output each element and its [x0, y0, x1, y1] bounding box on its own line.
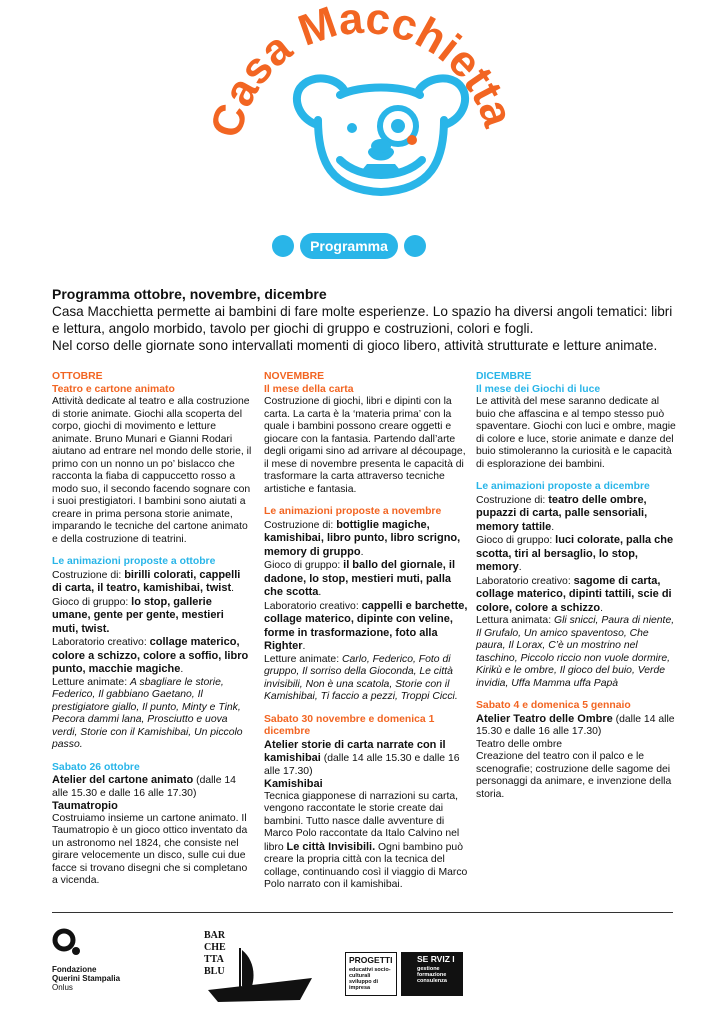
event-subtitle: Kamishibai — [264, 778, 323, 790]
group-game-line: Gioco di gruppo: il ballo del giornale, il dadone, lo stop, mestieri muti, palla che scotta. — [264, 559, 455, 598]
readings-line: Letture animate: A sbagliare le storie, Federico, Il gabbiano Gaetano, Il prestigiatore giallo, Il punto, Minty e Tink, Pecora dammi lana, Prosciutto e uova verdi, Storie con il Kamishibai, Un piccolo passo. — [52, 676, 243, 750]
month-title: NOVEMBRE — [264, 371, 325, 382]
fq-line-2: Querini Stampalia — [52, 974, 121, 983]
barchetta-blu-logo — [200, 928, 320, 1008]
left-dot — [272, 235, 294, 257]
event-title-line: Atelier Teatro delle Ombre (dalle 14 alle 15.30 e dalle 16 alle 17.30) — [476, 712, 675, 737]
event-description: Tecnica giapponese di narrazioni su carta, vengono raccontate le storie create dai bambini. Tutto nasce dalle avventure di Marco Polo raccontate da Italo Calvino nel libro Le città Invisibili. Ogni bambino può creare la propria città con la tecnica del collage, continuando così il viaggio di Marco Polo narrato con il kamishibai. — [264, 790, 468, 890]
event-date: Sabato 26 ottobre — [52, 761, 140, 773]
construction-line: Costruzione di: teatro delle ombre, pupazzi di carta, palle sensoriali, memory tattile. — [476, 493, 648, 533]
group-game-line: Gioco di gruppo: lo stop, gallerie umane, gente per gente, mestieri muti, twist. — [52, 595, 224, 635]
event-title-line: Atelier del cartone animato (dalle 14 alle 15.30 e dalle 16 alle 17.30) — [52, 774, 236, 799]
bcb-line-1: BAR — [204, 930, 226, 941]
bcb-line-2: CHE — [204, 942, 226, 953]
footer-divider — [52, 912, 673, 913]
progetti-subtitle: educativi socio-culturali sviluppo di impresa — [349, 967, 391, 991]
month-description: Costruzione di giochi, libri e dipinti con la carta. La carta è la ‘materia prima’ con la quale i bambini possono creare oggetti e giocare con la fantasia. Partendo dall’arte degli origami sino ad arrivare al découpage, il mese di novembre presenta le capacità di trasformare la carta attraverso tecniche artistiche e fantasia. — [264, 396, 466, 495]
month-title: DICEMBRE — [476, 371, 532, 382]
program-header — [272, 233, 426, 259]
month-theme: Teatro e cartone animato — [52, 383, 175, 395]
construction-line: Costruzione di: bottiglie magiche, kamishibai, libro punto, libro scrigno, memory di gruppo. — [264, 518, 461, 558]
month-description: Le attività del mese saranno dedicate al buio che affascina e al tempo stesso può spaventare. Giochi con luci e ombre, magie di colore e luce, storie animate e danze del buio stimoleranno la curiosità e le capacità di esplorazione dei bambini. — [476, 396, 676, 470]
animations-title: Le animazioni proposte a ottobre — [52, 556, 216, 567]
progetti-servizi-logo — [345, 952, 463, 996]
bcb-line-3: TTA — [204, 954, 224, 965]
fq-line-3: Onlus — [52, 983, 73, 992]
creative-lab-line: Laboratorio creativo: cappelli e barchette, collage materico, dipinte con veline, forme in trasformazione, foto alla Righter. — [264, 599, 468, 652]
readings-line: Letture animate: Carlo, Federico, Foto di gruppo, Il sorriso della Gioconda, Le città invisibili, Non è una scatola, Storie con il Kamishibai, Ti faccio a pezzi, Troppi Cicci. — [264, 653, 458, 702]
readings-line: Lettura animata: Gli snicci, Paura di niente, Il Grufalo, Un amico spaventoso, Che paura, Il Lorax, C’è un mostrino nel taschino, Piccolo riccio non vuole dormire, Kirikù e le ombre, Il gioco del buio, Verde invidia, Uffa Mamma uffa Papà — [476, 615, 675, 689]
construction-line: Costruzione di: birilli colorati, cappelli di carta, il teatro, kamishibai, twist. — [52, 568, 241, 594]
event-description: Costruiamo insieme un cartone animato. Il Taumatropio è un gioco ottico inventato da un astronomo nel 1824, che consiste nel girare velocemente un disco, sulle cui due facce si trovano disegni che si completano a vicenda. — [52, 812, 248, 886]
creative-lab-line: Laboratorio creativo: collage materico, colore a schizzo, colore a soffio, libro punto, macchie magiche. — [52, 636, 249, 675]
month-title: OTTOBRE — [52, 371, 103, 382]
bcb-line-4: BLU — [204, 966, 225, 977]
animations-title: Le animazioni proposte a novembre — [264, 506, 442, 517]
intro-text-2: Nel corso delle giornate sono intervallati momenti di gioco libero, attività strutturate e letture animate. — [52, 338, 658, 353]
fondazione-querini-logo — [52, 928, 162, 992]
intro-text-1: Casa Macchietta permette ai bambini di fare molte esperienze. Lo spazio ha diversi angoli tematici: libri e lettura, angolo morbido, tavolo per giochi di gruppo e costruzioni, colori e fogli. — [52, 304, 673, 336]
column-october — [52, 371, 252, 888]
event-subtitle: Teatro delle ombre — [476, 738, 563, 750]
servizi-title: SE RVIZ I — [417, 954, 455, 964]
intro-section — [52, 286, 682, 354]
program-label: Programma — [300, 233, 398, 259]
event-date: Sabato 30 novembre e domenica 1 dicembre — [264, 713, 435, 737]
event-date: Sabato 4 e domenica 5 gennaio — [476, 700, 631, 711]
month-description: Attività dedicate al teatro e alla costruzione di storie animate. Giochi alla scoperta del corpo, giochi di movimento e letture animate. Bruno Munari e Gianni Rodari aiutano ad entrare nel mondo delle storie, il primo con un nonno un po’ bislacco che racconta la fiaba di cappuccetto rosso a modo suo, il secondo facendo sognare con i suoi prestigiatori. I bambini sono aiutati a creare in prima persona storie animate, imparando le tecniche del cartone animato e della costruzione di teatrini. — [52, 396, 252, 545]
column-december — [476, 371, 678, 801]
event-subtitle: Taumatropio — [52, 800, 118, 812]
querini-mark-icon — [52, 928, 82, 956]
servizi-subtitle: gestione formazione consulenza — [417, 966, 447, 984]
animations-title: Le animazioni proposte a dicembre — [476, 481, 650, 492]
event-title-line: Atelier storie di carta narrate con il kamishibai (dalle 14 alle 15.30 e dalle 16 alle 17.30) — [264, 738, 460, 777]
event-description: Creazione del teatro con il palco e le scenografie; costruzione delle sagome dei personaggi da animare, e invenzione della storia. — [476, 751, 672, 800]
column-november — [264, 371, 468, 892]
intro-heading: Programma ottobre, novembre, dicembre — [52, 286, 327, 302]
month-theme: Il mese dei Giochi di luce — [476, 383, 601, 395]
progetti-title: PROGETTI — [349, 955, 393, 965]
creative-lab-line: Laboratorio creativo: sagome di carta, collage materico, dipinti tattili, scie di colore, colore a schizzo. — [476, 574, 672, 614]
month-theme: Il mese della carta — [264, 383, 354, 395]
fq-line-1: Fondazione — [52, 965, 97, 974]
group-game-line: Gioco di gruppo: luci colorate, palla che scotta, tiri al bersaglio, lo stop, memory. — [476, 534, 674, 573]
right-dot — [404, 235, 426, 257]
logo-title: Casa Macchietta — [201, 0, 523, 143]
boat-icon — [208, 978, 312, 1002]
casa-macchietta-logo — [0, 0, 725, 230]
